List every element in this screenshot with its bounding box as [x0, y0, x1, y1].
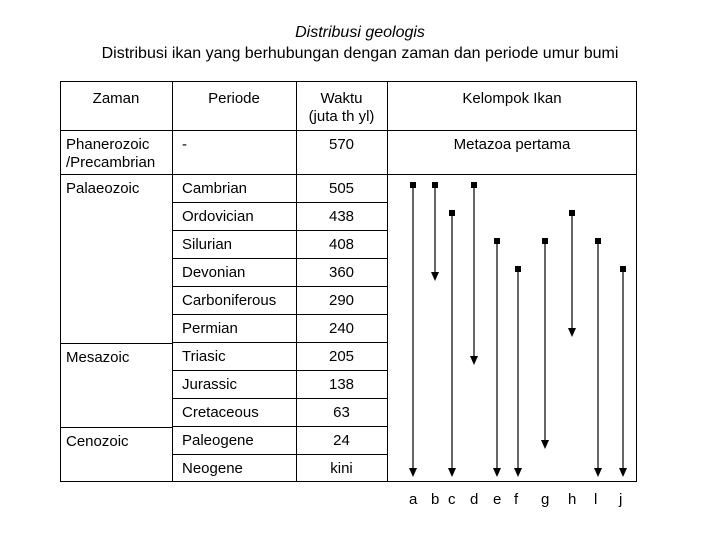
fish-group-label: g	[541, 491, 550, 508]
period-name: Devonian	[182, 264, 246, 281]
zaman-mesazoic: Mesazoic	[66, 349, 130, 366]
period-time: 138	[328, 376, 355, 393]
range-arrowhead	[568, 328, 576, 337]
period-time: 408	[328, 236, 355, 253]
header-kelompok-ikan: Kelompok Ikan	[462, 90, 562, 107]
fish-group-label: f	[514, 491, 519, 508]
range-arrowhead	[470, 356, 478, 365]
period-name: Triasic	[182, 348, 226, 365]
fish-range-g	[541, 238, 549, 449]
header-periode: Periode	[208, 90, 260, 107]
range-arrowhead	[493, 468, 501, 477]
period-name: Neogene	[182, 460, 243, 477]
kelompok-metazoa: Metazoa pertama	[453, 136, 571, 153]
fish-range-h	[568, 210, 576, 337]
fish-range-j	[619, 266, 627, 477]
fish-group-label: b	[431, 491, 440, 508]
period-time: kini	[330, 460, 353, 477]
period-name: Carboniferous	[182, 292, 277, 309]
period-name: Cambrian	[182, 180, 248, 197]
period-name: Ordovician	[182, 208, 254, 225]
period-time: 205	[328, 348, 355, 365]
zaman-phanerozoic: Phanerozoic	[66, 136, 150, 153]
zaman-precambrian: /Precambrian	[66, 154, 156, 171]
zaman-palaeozoic: Palaeozoic	[66, 180, 140, 197]
periode-dash: -	[182, 136, 187, 153]
fish-group-label: c	[448, 491, 456, 508]
zaman-cenozoic: Cenozoic	[66, 433, 129, 450]
period-time: 505	[328, 180, 355, 197]
range-arrowhead	[619, 468, 627, 477]
period-time: 360	[328, 264, 355, 281]
chart-subtitle: Distribusi ikan yang berhubungan dengan zaman dan periode umur bumi	[101, 45, 619, 62]
period-time: 290	[328, 292, 355, 309]
header-waktu: Waktu	[320, 90, 363, 107]
header-zaman: Zaman	[92, 90, 140, 107]
fish-group-label: a	[409, 491, 418, 508]
range-arrowhead	[541, 440, 549, 449]
fish-group-label: j	[619, 491, 623, 508]
range-arrowhead	[409, 468, 417, 477]
header-waktu-unit: (juta th yl)	[308, 108, 375, 125]
period-name: Paleogene	[182, 432, 254, 449]
fish-range-a	[409, 182, 417, 477]
range-arrowhead	[594, 468, 602, 477]
chart-title: Distribusi geologis	[295, 24, 425, 41]
fish-group-label: e	[493, 491, 502, 508]
period-name: Permian	[182, 320, 238, 337]
period-time: 438	[328, 208, 355, 225]
fish-group-label: d	[470, 491, 479, 508]
fish-group-label: h	[568, 491, 577, 508]
fish-range-d	[470, 182, 478, 365]
period-time: 240	[328, 320, 355, 337]
fish-range-b	[431, 182, 439, 281]
fish-range-c	[448, 210, 456, 477]
range-arrowhead	[448, 468, 456, 477]
fish-range-l	[594, 238, 602, 477]
fish-range-e	[493, 238, 501, 477]
period-time: 24	[333, 432, 350, 449]
period-name: Jurassic	[182, 376, 238, 393]
fish-range-f	[514, 266, 522, 477]
waktu-570: 570	[328, 136, 355, 153]
range-arrowhead	[431, 272, 439, 281]
range-arrowhead	[514, 468, 522, 477]
period-name: Silurian	[182, 236, 233, 253]
period-name: Cretaceous	[182, 404, 259, 421]
fish-group-label: l	[594, 491, 598, 508]
period-time: 63	[333, 404, 350, 421]
